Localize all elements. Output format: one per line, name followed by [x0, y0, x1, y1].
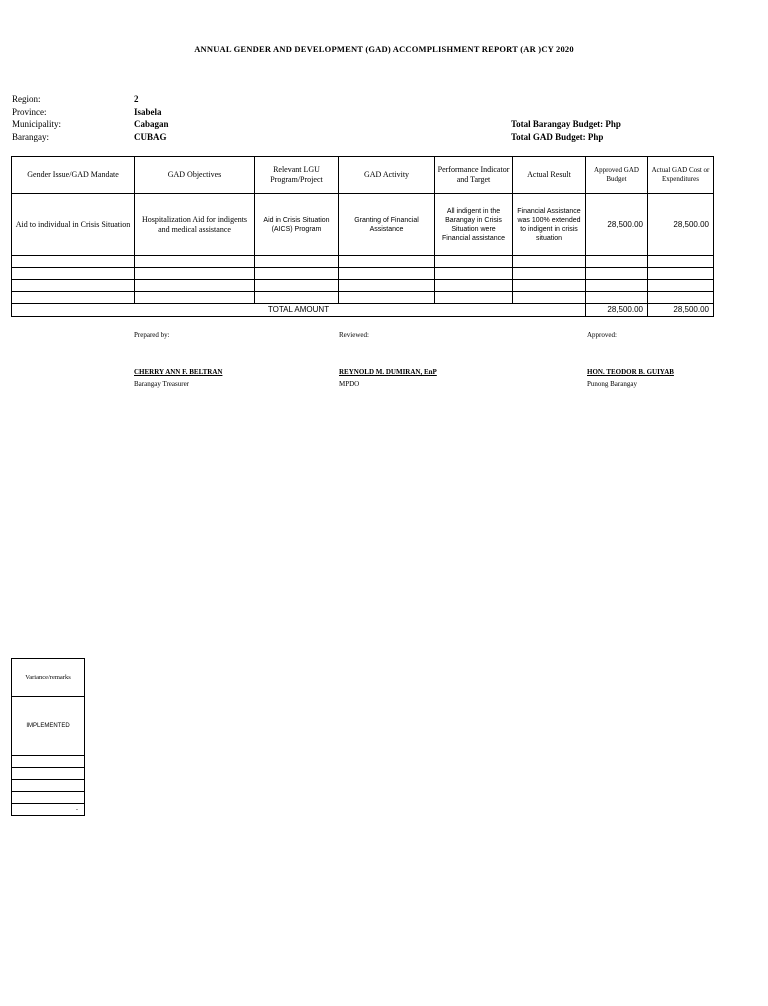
budget-info	[511, 118, 621, 143]
region-label: Region:	[12, 94, 41, 104]
approved-signatory	[587, 368, 674, 389]
prepared-title: Barangay Treasurer	[134, 380, 190, 388]
total-row	[12, 304, 714, 317]
province-label: Province:	[12, 106, 47, 117]
header-cell: Performance Indicator and Target	[435, 157, 513, 194]
info-values	[134, 93, 169, 143]
region-value: 2	[134, 94, 139, 104]
blank-row	[12, 268, 714, 280]
reviewed-label: Reviewed:	[339, 331, 369, 339]
total-gad-budget: Total GAD Budget: Php	[511, 131, 604, 142]
header-cell: Relevant LGU Program/Project	[255, 157, 339, 194]
program-cell: Aid in Crisis Situation (AICS) Program	[255, 194, 339, 256]
header-row	[12, 157, 714, 194]
blank-row	[12, 292, 714, 304]
variance-table	[11, 658, 85, 816]
table-row	[12, 194, 714, 256]
header-cell: Actual Result	[513, 157, 586, 194]
prepared-name: CHERRY ANN F. BELTRAN	[134, 368, 223, 376]
prepared-label: Prepared by:	[134, 331, 170, 339]
prepared-signatory	[134, 368, 222, 389]
activity-cell: Granting of Financial Assistance	[339, 194, 435, 256]
header-cell: GAD Objectives	[135, 157, 255, 194]
header-cell: Approved GAD Budget	[586, 157, 648, 194]
approved-name: HON. TEODOR B. GUIYAB	[587, 368, 674, 376]
reviewed-signatory	[339, 368, 437, 389]
result-cell: Financial Assistance was 100% extended to indigent in crisis situation	[513, 194, 586, 256]
total-barangay-budget: Total Barangay Budget: Php	[511, 119, 621, 129]
report-title: ANNUAL GENDER AND DEVELOPMENT (GAD) ACCOMPLISHMENT REPORT (AR )CY 2020	[194, 44, 574, 54]
barangay-value: CUBAG	[134, 131, 167, 142]
municipality-value: Cabagan	[134, 119, 169, 130]
header-cell: Gender Issue/GAD Mandate	[12, 157, 135, 194]
municipality-label: Municipality:	[12, 119, 61, 130]
variance-total: -	[12, 804, 85, 816]
variance-blank	[12, 756, 85, 768]
header-cell: Actual GAD Cost or Expenditures	[648, 157, 714, 194]
variance-blank	[12, 780, 85, 792]
reviewed-title: MPDO	[339, 380, 360, 388]
indicator-cell: All indigent in the Barangay in Crisis Situation were Financial assistance	[435, 194, 513, 256]
approved-label: Approved:	[587, 331, 617, 339]
approved-budget-cell: 28,500.00	[586, 194, 648, 256]
barangay-label: Barangay:	[12, 131, 49, 142]
info-labels	[12, 93, 61, 143]
variance-header: Variance/remarks	[12, 659, 85, 697]
actual-cost-cell: 28,500.00	[648, 194, 714, 256]
approved-title: Punong Barangay	[587, 380, 637, 388]
blank-row	[12, 256, 714, 268]
variance-blank	[12, 768, 85, 780]
accomplishment-table	[11, 156, 714, 317]
province-value: Isabela	[134, 106, 162, 117]
reviewed-name: REYNOLD M. DUMIRAN, EnP	[339, 368, 437, 376]
blank-row	[12, 280, 714, 292]
issue-cell: Aid to individual in Crisis Situation	[12, 194, 135, 256]
variance-blank	[12, 792, 85, 804]
total-approved: 28,500.00	[586, 304, 648, 317]
objective-cell: Hospitalization Aid for indigents and medical assistance	[135, 194, 255, 256]
total-actual: 28,500.00	[648, 304, 714, 317]
variance-value: IMPLEMENTED	[12, 697, 85, 756]
header-cell: GAD Activity	[339, 157, 435, 194]
total-label: TOTAL AMOUNT	[12, 304, 586, 317]
